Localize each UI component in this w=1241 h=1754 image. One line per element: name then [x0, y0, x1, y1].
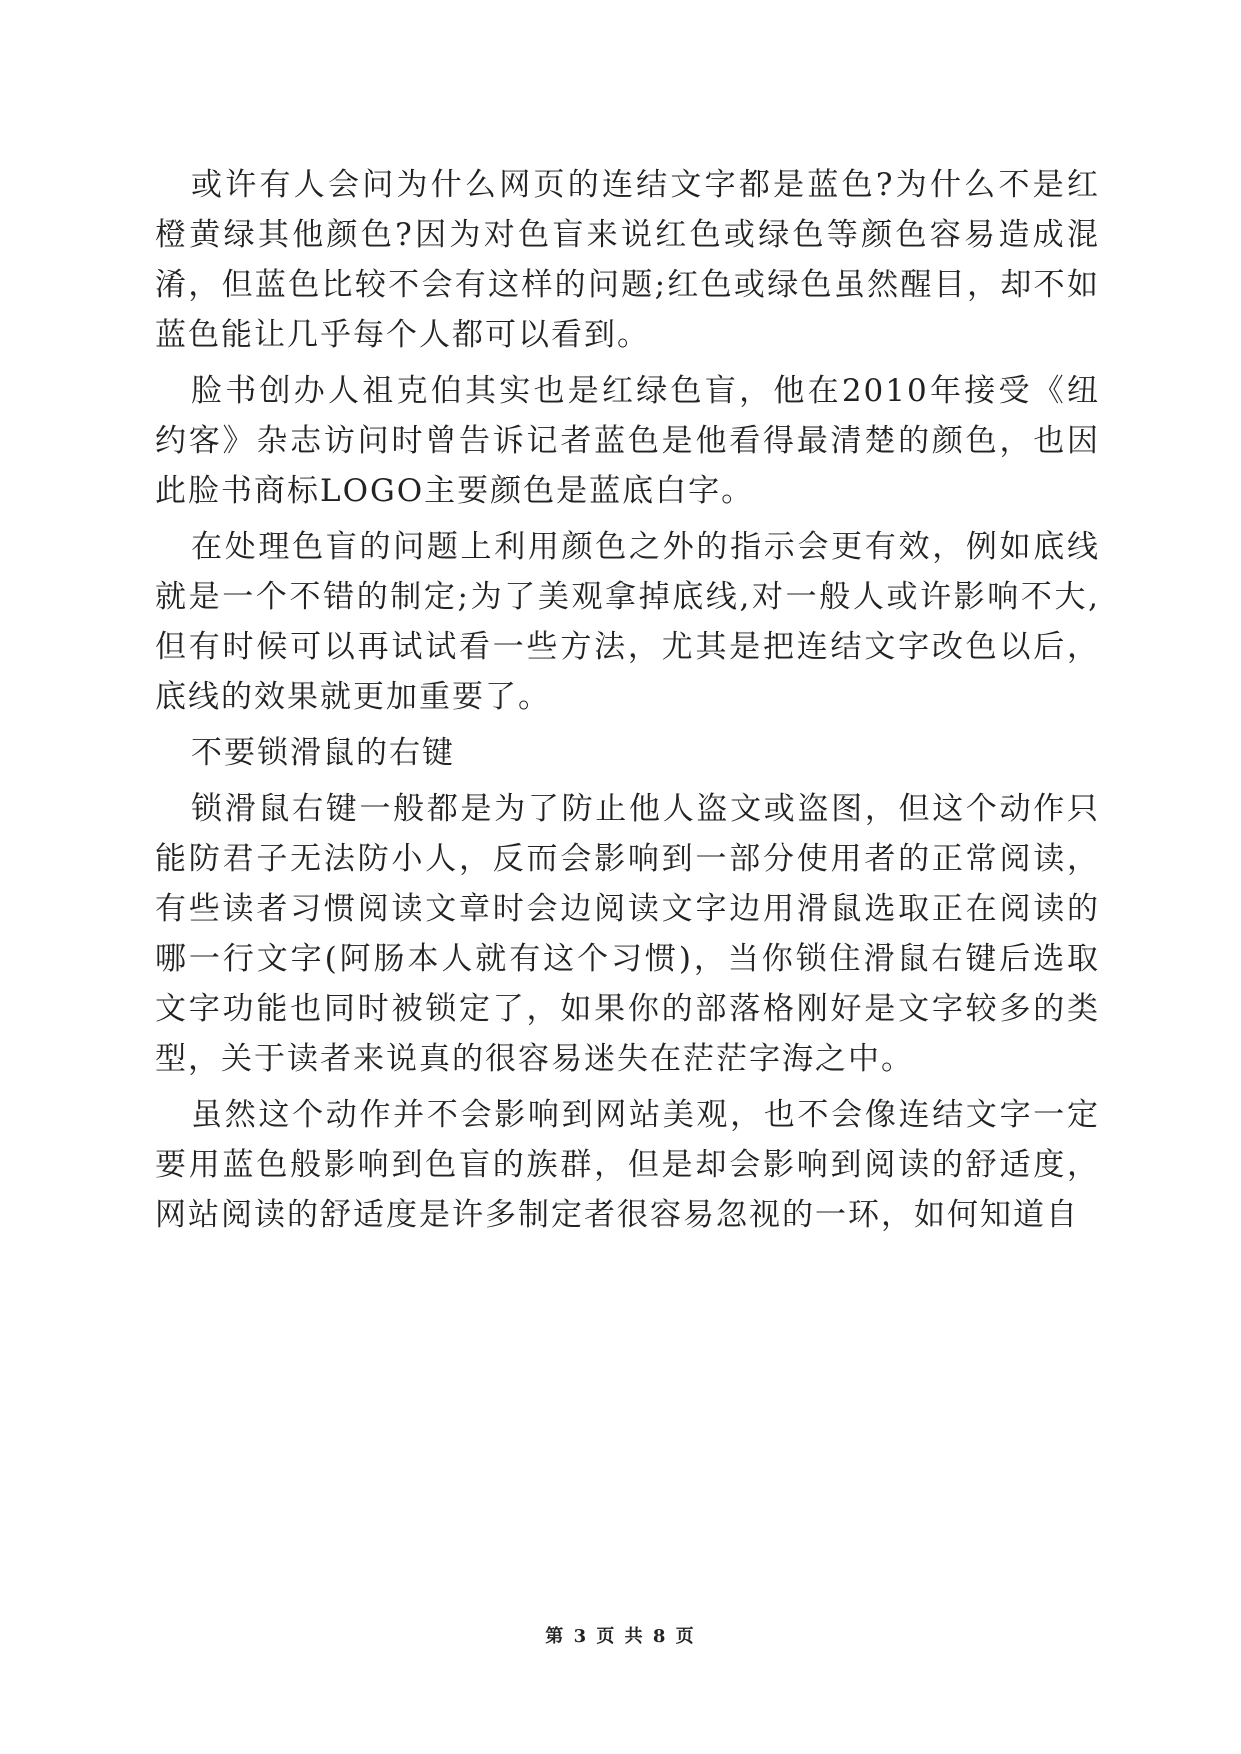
section-heading-right-click: 不要锁滑鼠的右键	[191, 735, 455, 771]
paragraph-reading-comfort: 虽然这个动作并不会影响到网站美观，也不会像连结文字一定要用蓝色般影响到色盲的族群，但是却会影响到阅读的舒适度，网站阅读的舒适度是许多制定者很容易忽视的一环，如何知道自	[155, 1097, 1100, 1233]
page-content	[155, 160, 1100, 1246]
page-number-footer: 第 3 页 共 8 页	[545, 1626, 696, 1647]
paragraph-facebook-founder: 脸书创办人祖克伯其实也是红绿色盲，他在2010年接受《纽约客》杂志访问时曾告诉记者蓝色是他看得最清楚的颜色，也因此脸书商标LOGO主要颜色是蓝底白字。	[155, 373, 1100, 509]
paragraph-right-click-lock: 锁滑鼠右键一般都是为了防止他人盗文或盗图，但这个动作只能防君子无法防小人，反而会影响到一部分使用者的正常阅读，有些读者习惯阅读文章时会边阅读文字边用滑鼠选取正在阅读的哪一行文字(阿肠本人就有这个习惯)，当你锁住滑鼠右键后选取文字功能也同时被锁定了，如果你的部落格刚好是文字较多的类型，关于读者来说真的很容易迷失在茫茫字海之中。	[155, 791, 1100, 1077]
paragraph-underline-indicator: 在处理色盲的问题上利用颜色之外的指示会更有效，例如底线就是一个不错的制定;为了美观拿掉底线,对一般人或许影响不大,但有时候可以再试试看一些方法，尤其是把连结文字改色以后，底线的效果就更加重要了。	[155, 529, 1100, 715]
paragraph-blue-link-colors: 或许有人会问为什么网页的连结文字都是蓝色?为什么不是红橙黄绿其他颜色?因为对色盲来说红色或绿色等颜色容易造成混淆，但蓝色比较不会有这样的问题;红色或绿色虽然醒目，却不如蓝色能让几乎每个人都可以看到。	[155, 167, 1100, 353]
